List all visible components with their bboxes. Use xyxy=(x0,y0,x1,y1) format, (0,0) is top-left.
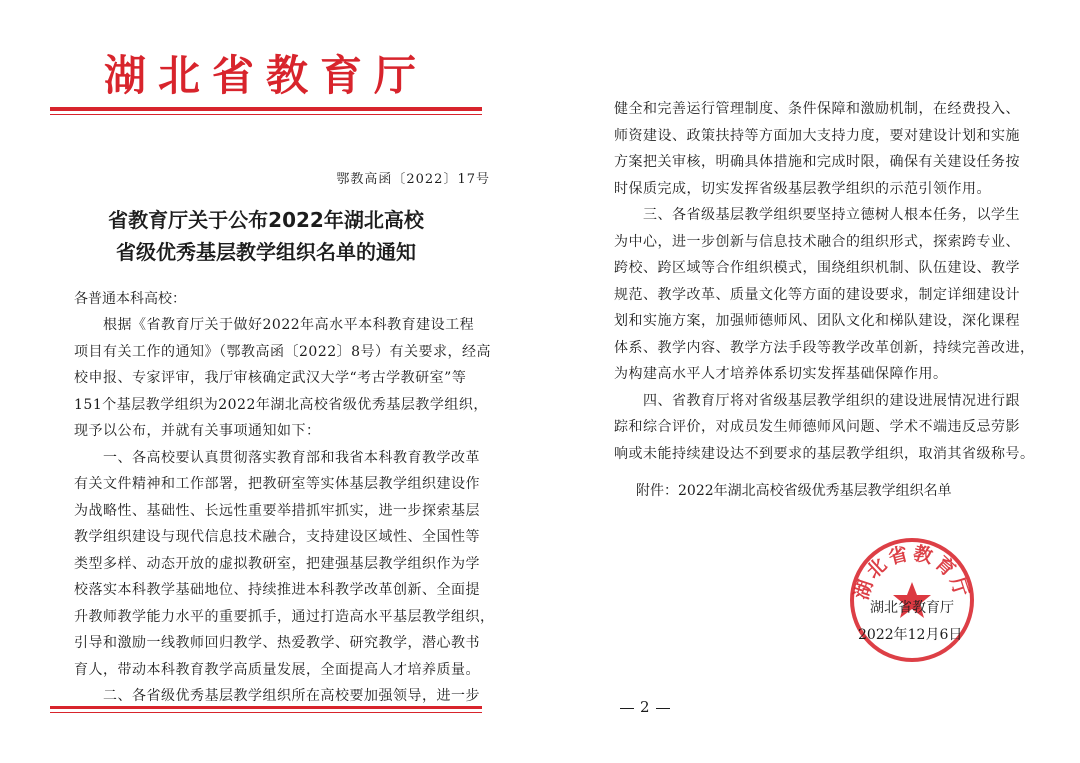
issue-date: 2022年12月6日 xyxy=(858,627,963,643)
title-line: 省教育厅关于公布2022年湖北高校 xyxy=(108,208,424,232)
body-line: 健全和完善运行管理制度、条件保障和激励机制，在经费投入、 xyxy=(614,101,1020,117)
document-title xyxy=(50,204,482,268)
dash-left xyxy=(620,708,634,709)
body-line: 为战略性、基础性、长远性重要举措抓牢抓实，进一步探索基层 xyxy=(74,502,480,519)
left-body-text xyxy=(74,312,495,710)
body-line: 现予以公布，并就有关事项通知如下： xyxy=(74,423,321,439)
salutation: 各普通本科高校： xyxy=(74,291,186,307)
masthead: 湖北省教育厅 xyxy=(103,51,428,100)
body-line: 师资建设、政策扶持等方面加大支持力度，要对建设计划和实施 xyxy=(614,127,1020,144)
title-line: 省级优秀基层教学组织名单的通知 xyxy=(116,240,416,264)
body-line: 项目有关工作的通知》（鄂教高函〔2022〕8号）有关要求，经高 xyxy=(74,343,492,360)
body-line: 体系、教学内容、教学方法手段等教学改革创新，持续完善改进， xyxy=(614,339,1035,356)
body-line: 方案把关审核，明确具体措施和完成时限，确保有关建设任务按 xyxy=(614,154,1020,170)
body-line: 四、省教育厅将对省级基层教学组织的建设进展情况进行跟 xyxy=(614,392,1020,409)
footer-red-rule-thick xyxy=(50,706,482,709)
right-page xyxy=(540,0,1080,763)
body-line: 时保质完成，切实发挥省级基层教学组织的示范引领作用。 xyxy=(614,180,991,197)
body-line: 引导和激励一线教师回归教学、热爱教学、研究教学，潜心教书 xyxy=(74,635,480,651)
seal-arc-text: 湖北省教育厅 xyxy=(850,542,974,603)
body-line: 育人，带动本科教育教学高质量发展，全面提高人才培养质量。 xyxy=(74,661,480,678)
right-body-text xyxy=(614,96,1054,467)
body-line: 跨校、跨区域等合作组织模式，围绕组织机制、队伍建设、教学 xyxy=(614,260,1020,276)
masthead-red-rule-thin xyxy=(50,114,482,115)
body-line: 为构建高水平人才培养体系切实发挥基础保障作用。 xyxy=(614,366,948,382)
footer-red-rule-thin xyxy=(50,712,482,713)
body-line: 划和实施方案，加强师德师风、团队文化和梯队建设，深化课程 xyxy=(614,313,1020,329)
body-line: 校落实本科教学基础地位、持续推进本科教学改革创新、全面提 xyxy=(74,582,480,598)
body-line: 升教师教学能力水平的重要抓手，通过打造高水平基层教学组织， xyxy=(74,608,495,625)
body-line: 一、各高校要认真贯彻落实教育部和我省本科教育教学改革 xyxy=(74,449,480,466)
page-number xyxy=(614,698,676,716)
body-line: 三、各省级基层教学组织要坚持立德树人根本任务，以学生 xyxy=(614,207,1020,223)
body-line: 二、各省级优秀基层教学组织所在高校要加强领导，进一步 xyxy=(74,688,480,704)
masthead-red-rule-thick xyxy=(50,107,482,111)
dash-right xyxy=(656,708,670,709)
seal-label: 湖北省教育厅 xyxy=(870,600,954,616)
body-line: 有关文件精神和工作部署，把教研室等实体基层教学组织建设作 xyxy=(74,476,480,492)
body-line: 规范、教学改革、质量文化等方面的建设要求，制定详细建设计 xyxy=(614,286,1020,303)
body-line: 校申报、专家评审，我厅审核确定武汉大学“考古学教研室”等 xyxy=(74,370,467,386)
body-line: 类型多样、动态开放的虚拟教研室，把建强基层教学组织作为学 xyxy=(74,555,480,572)
body-line: 为中心，进一步创新与信息技术融合的组织形式，探索跨专业、 xyxy=(614,233,1020,250)
body-line: 响或未能持续建设达不到要求的基层教学组织，取消其省级称号。 xyxy=(614,445,1035,462)
body-line: 教学组织建设与现代信息技术融合，支持建设区域性、全国性等 xyxy=(74,529,480,545)
body-line: 踪和综合评价，对成员发生师德师风问题、学术不端违反忌劳影 xyxy=(614,419,1020,435)
attachment-note: 附件：2022年湖北高校省级优秀基层教学组织名单 xyxy=(636,483,952,499)
page-number-value: 2 xyxy=(640,698,650,716)
body-line: 根据《省教育厅关于做好2022年高水平本科教育建设工程 xyxy=(74,317,475,333)
body-line: 151个基层教学组织为2022年湖北高校省级优秀基层教学组织， xyxy=(74,396,488,413)
document-number: 鄂教高函〔2022〕17号 xyxy=(336,172,490,187)
